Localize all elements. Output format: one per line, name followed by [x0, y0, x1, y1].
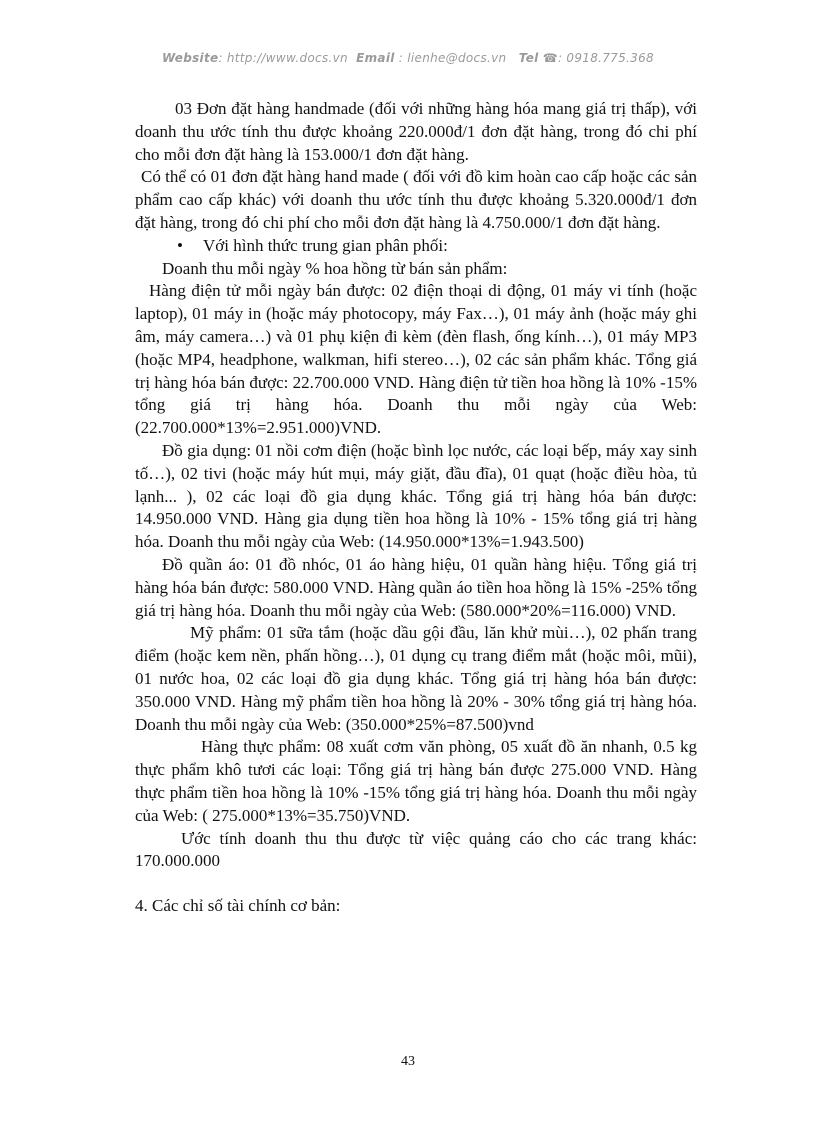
- bullet-text: Với hình thức trung gian phân phối:: [203, 235, 448, 255]
- email-label: Email: [356, 51, 395, 65]
- paragraph-high-end-order: Có thể có 01 đơn đặt hàng hand made ( đối với đồ kim hoàn cao cấp hoặc các sản phẩm cao cấp khác) với doanh thu ước tính thu được khoảng 5.320.000đ/1 đơn đặt hàng, trong đó chi phí cho mỗi đơn đặt hàng là 4.750.000/1 đơn đặt hàng.: [135, 167, 697, 232]
- paragraph-handmade-orders: 03 Đơn đặt hàng handmade (đối với những hàng hóa mang giá trị thấp), với doanh thu ước tính thu được khoảng 220.000đ/1 đơn đặt hàng, trong đó chi phí cho mỗi đơn đặt hàng là 153.000/1 đơn đặt hàng.: [135, 99, 697, 164]
- bullet-item: [135, 235, 697, 258]
- tel-label: Tel: [518, 51, 539, 65]
- email-address: : lienhe@docs.vn: [398, 51, 507, 65]
- spacer: [135, 873, 697, 895]
- website-label: Website: [162, 51, 219, 65]
- document-body: [135, 98, 697, 918]
- section-heading: 4. Các chỉ số tài chính cơ bản:: [135, 896, 341, 916]
- tel-number: : 0918.775.368: [557, 51, 654, 65]
- paragraph-clothing: Đồ quần áo: 01 đồ nhóc, 01 áo hàng hiệu, 01 quần hàng hiệu. Tổng giá trị hàng hóa bán được: 580.000 VND. Hàng quần áo tiền hoa hồng là 15% -25% tổng giá trị hàng hóa. Doanh thu mỗi ngày của Web: (580.000*20%=116.000) VND.: [135, 554, 697, 620]
- page-number: 43: [401, 1054, 415, 1069]
- paragraph-commission-intro: Doanh thu mỗi ngày % hoa hồng từ bán sản phẩm:: [162, 258, 508, 278]
- paragraph-food: Hàng thực phẩm: 08 xuất cơm văn phòng, 05 xuất đồ ăn nhanh, 0.5 kg thực phẩm khô tươi các loại: Tổng giá trị hàng bán được 275.000 VND. Hàng thực phẩm tiền hoa hồng là 10% -15% tổng giá trị hàng hóa. Doanh thu mỗi ngày của Web: ( 275.000*13%=35.750)VND.: [135, 737, 697, 825]
- paragraph-advertising-revenue: Ước tính doanh thu thu được từ việc quảng cáo cho các trang khác: 170.000.000: [135, 828, 697, 871]
- page-header: [0, 51, 816, 65]
- website-url: : http://www.docs.vn: [218, 51, 348, 65]
- paragraph-cosmetics: Mỹ phẩm: 01 sữa tắm (hoặc dầu gội đầu, lăn khử mùi…), 02 phấn trang điểm (hoặc kem nền, phấn hồng…), 01 dụng cụ trang điểm mắt (hoặc môi, mũi), 01 nước hoa, 02 các loại đồ gia dụng khác. Tổng giá trị hàng hóa bán được: 350.000 VND. Hàng mỹ phẩm tiền hoa hồng là 20% - 30% tổng giá trị hàng hóa. Doanh thu mỗi ngày của Web: (350.000*25%=87.500)vnd: [135, 623, 697, 734]
- phone-icon: ☎: [542, 51, 558, 65]
- paragraph-electronics: Hàng điện tử mỗi ngày bán được: 02 điện thoại di động, 01 máy vi tính (hoặc laptop), 01 máy in (hoặc máy photocopy, máy Fax…), 01 máy ảnh (hoặc máy ghi âm, máy camera…) và 01 phụ kiện đi kèm (đèn flash, ống kính…), 01 máy MP3 (hoặc MP4, headphone, walkman, hifi stereo…), 02 các sản phẩm khác. Tổng giá trị hàng hóa bán được: 22.700.000 VND. Hàng điện tử tiền hoa hồng là 10% -15% tổng giá trị hàng hóa. Doanh thu mỗi ngày của Web: (22.700.000*13%=2.951.000)VND.: [135, 281, 697, 438]
- paragraph-household: Đồ gia dụng: 01 nồi cơm điện (hoặc bình lọc nước, các loại bếp, máy xay sinh tố…), 02 tivi (hoặc máy hút mụi, máy giặt, đầu đĩa), 01 quạt (hoặc điều hòa, tủ lạnh... ), 02 các loại đồ gia dụng khác. Tổng giá trị hàng hóa bán được: 14.950.000 VND. Hàng gia dụng tiền hoa hồng là 10% - 15% tổng giá trị hàng hóa. Doanh thu mỗi ngày của Web: (14.950.000*13%=1.943.500): [135, 440, 697, 552]
- bullet-icon: •: [177, 235, 183, 255]
